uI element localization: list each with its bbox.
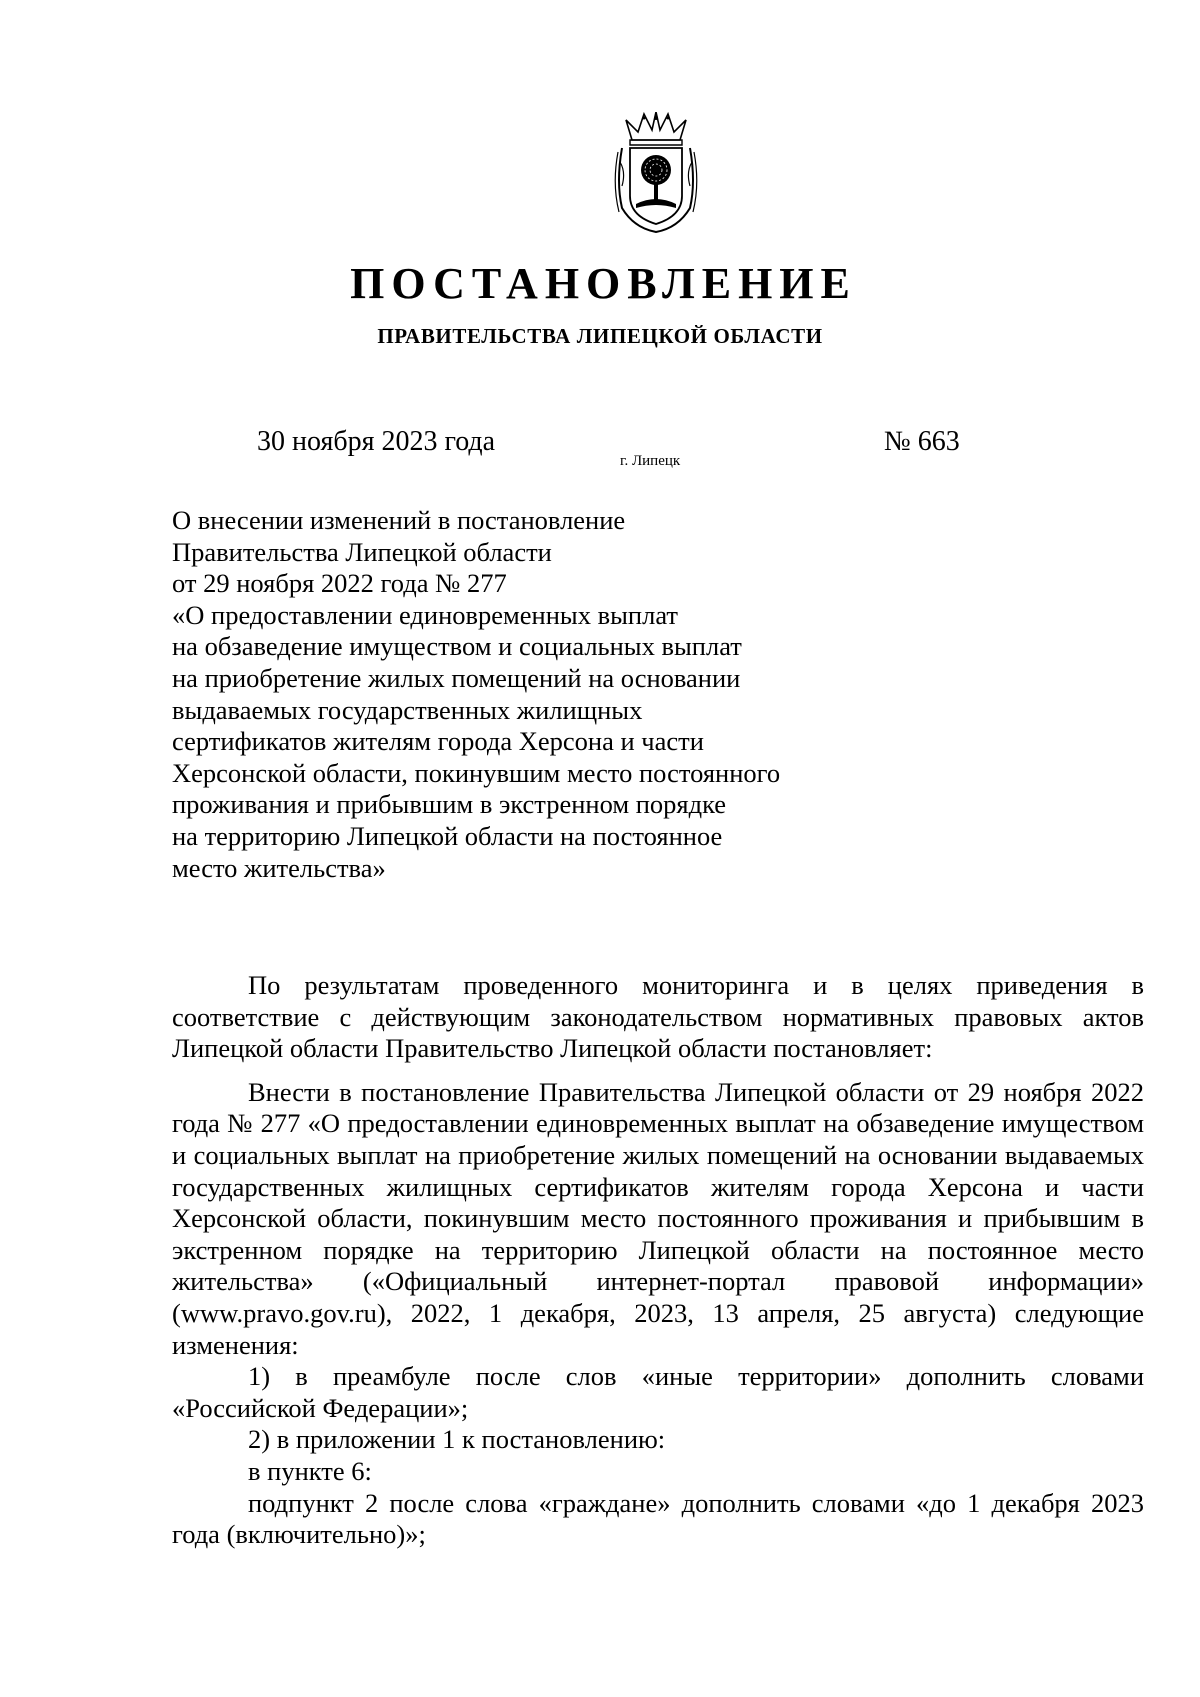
document-title	[172, 505, 872, 884]
document-date: 30 ноября 2023 года	[257, 426, 496, 457]
title-line: на приобретение жилых помещений на основании	[172, 662, 741, 693]
lipetsk-oblast-coat-of-arms-icon	[612, 112, 700, 234]
title-line: Правительства Липецкой области	[172, 536, 552, 567]
document-type-heading: ПОСТАНОВЛЕНИЕ	[350, 259, 857, 308]
document-place: г. Липецк	[620, 453, 681, 469]
title-line: от 29 ноября 2022 года № 277	[172, 568, 507, 599]
title-line: место жительства»	[172, 852, 386, 883]
amendment-item-2: 2) в приложении 1 к постановлению:	[248, 1424, 666, 1455]
preamble-paragraph: По результатам проведенного мониторинга и в целях приведения в соответствие с действующим законодательством нормативных правовых актов Липецкой области Правительство Липецкой области постановляет:	[172, 970, 1144, 1064]
title-line: на территорию Липецкой области на постоянное	[172, 820, 723, 851]
document-number: № 663	[884, 426, 960, 457]
coat-of-arms-emblem	[612, 112, 700, 234]
title-line: Херсонской области, покинувшим место постоянного	[172, 757, 781, 788]
amendment-item-1: 1) в преамбуле после слов «иные территории» дополнить словами «Российской Федерации»;	[172, 1361, 1144, 1423]
title-line: сертификатов жителям города Херсона и части	[172, 726, 704, 757]
title-line: О внесении изменений в постановление	[172, 505, 626, 535]
document-body	[172, 970, 1144, 1551]
main-paragraph: Внести в постановление Правительства Липецкой области от 29 ноября 2022 года № 277 «О предоставлении единовременных выплат на обзаведение имуществом и социальных выплат на приобретение жилых помещений на основании выдаваемых государственных жилищных сертификатов жителям города Херсона и части Херсонской области, покинувшим место постоянного проживания и прибывшим в экстренном порядке на территорию Липецкой области на постоянное место жительства» («Официальный интернет-портал правовой информации» (www.pravo.gov.ru), 2022, 1 декабря, 2023, 13 апреля, 25 августа) следующие изменения:	[172, 1076, 1144, 1360]
issuer-heading: ПРАВИТЕЛЬСТВА ЛИПЕЦКОЙ ОБЛАСТИ	[377, 324, 823, 348]
title-line: выдаваемых государственных жилищных	[172, 694, 643, 725]
title-line: «О предоставлении единовременных выплат	[172, 599, 678, 630]
amendment-item-2-clause: в пункте 6:	[248, 1455, 372, 1486]
title-line: на обзаведение имуществом и социальных выплат	[172, 631, 742, 662]
title-line: проживания и прибывшим в экстренном порядке	[172, 789, 727, 820]
amendment-item-2-subclause: подпункт 2 после слова «граждане» дополнить словами «до 1 декабря 2023 года (включительно)»;	[172, 1487, 1144, 1550]
